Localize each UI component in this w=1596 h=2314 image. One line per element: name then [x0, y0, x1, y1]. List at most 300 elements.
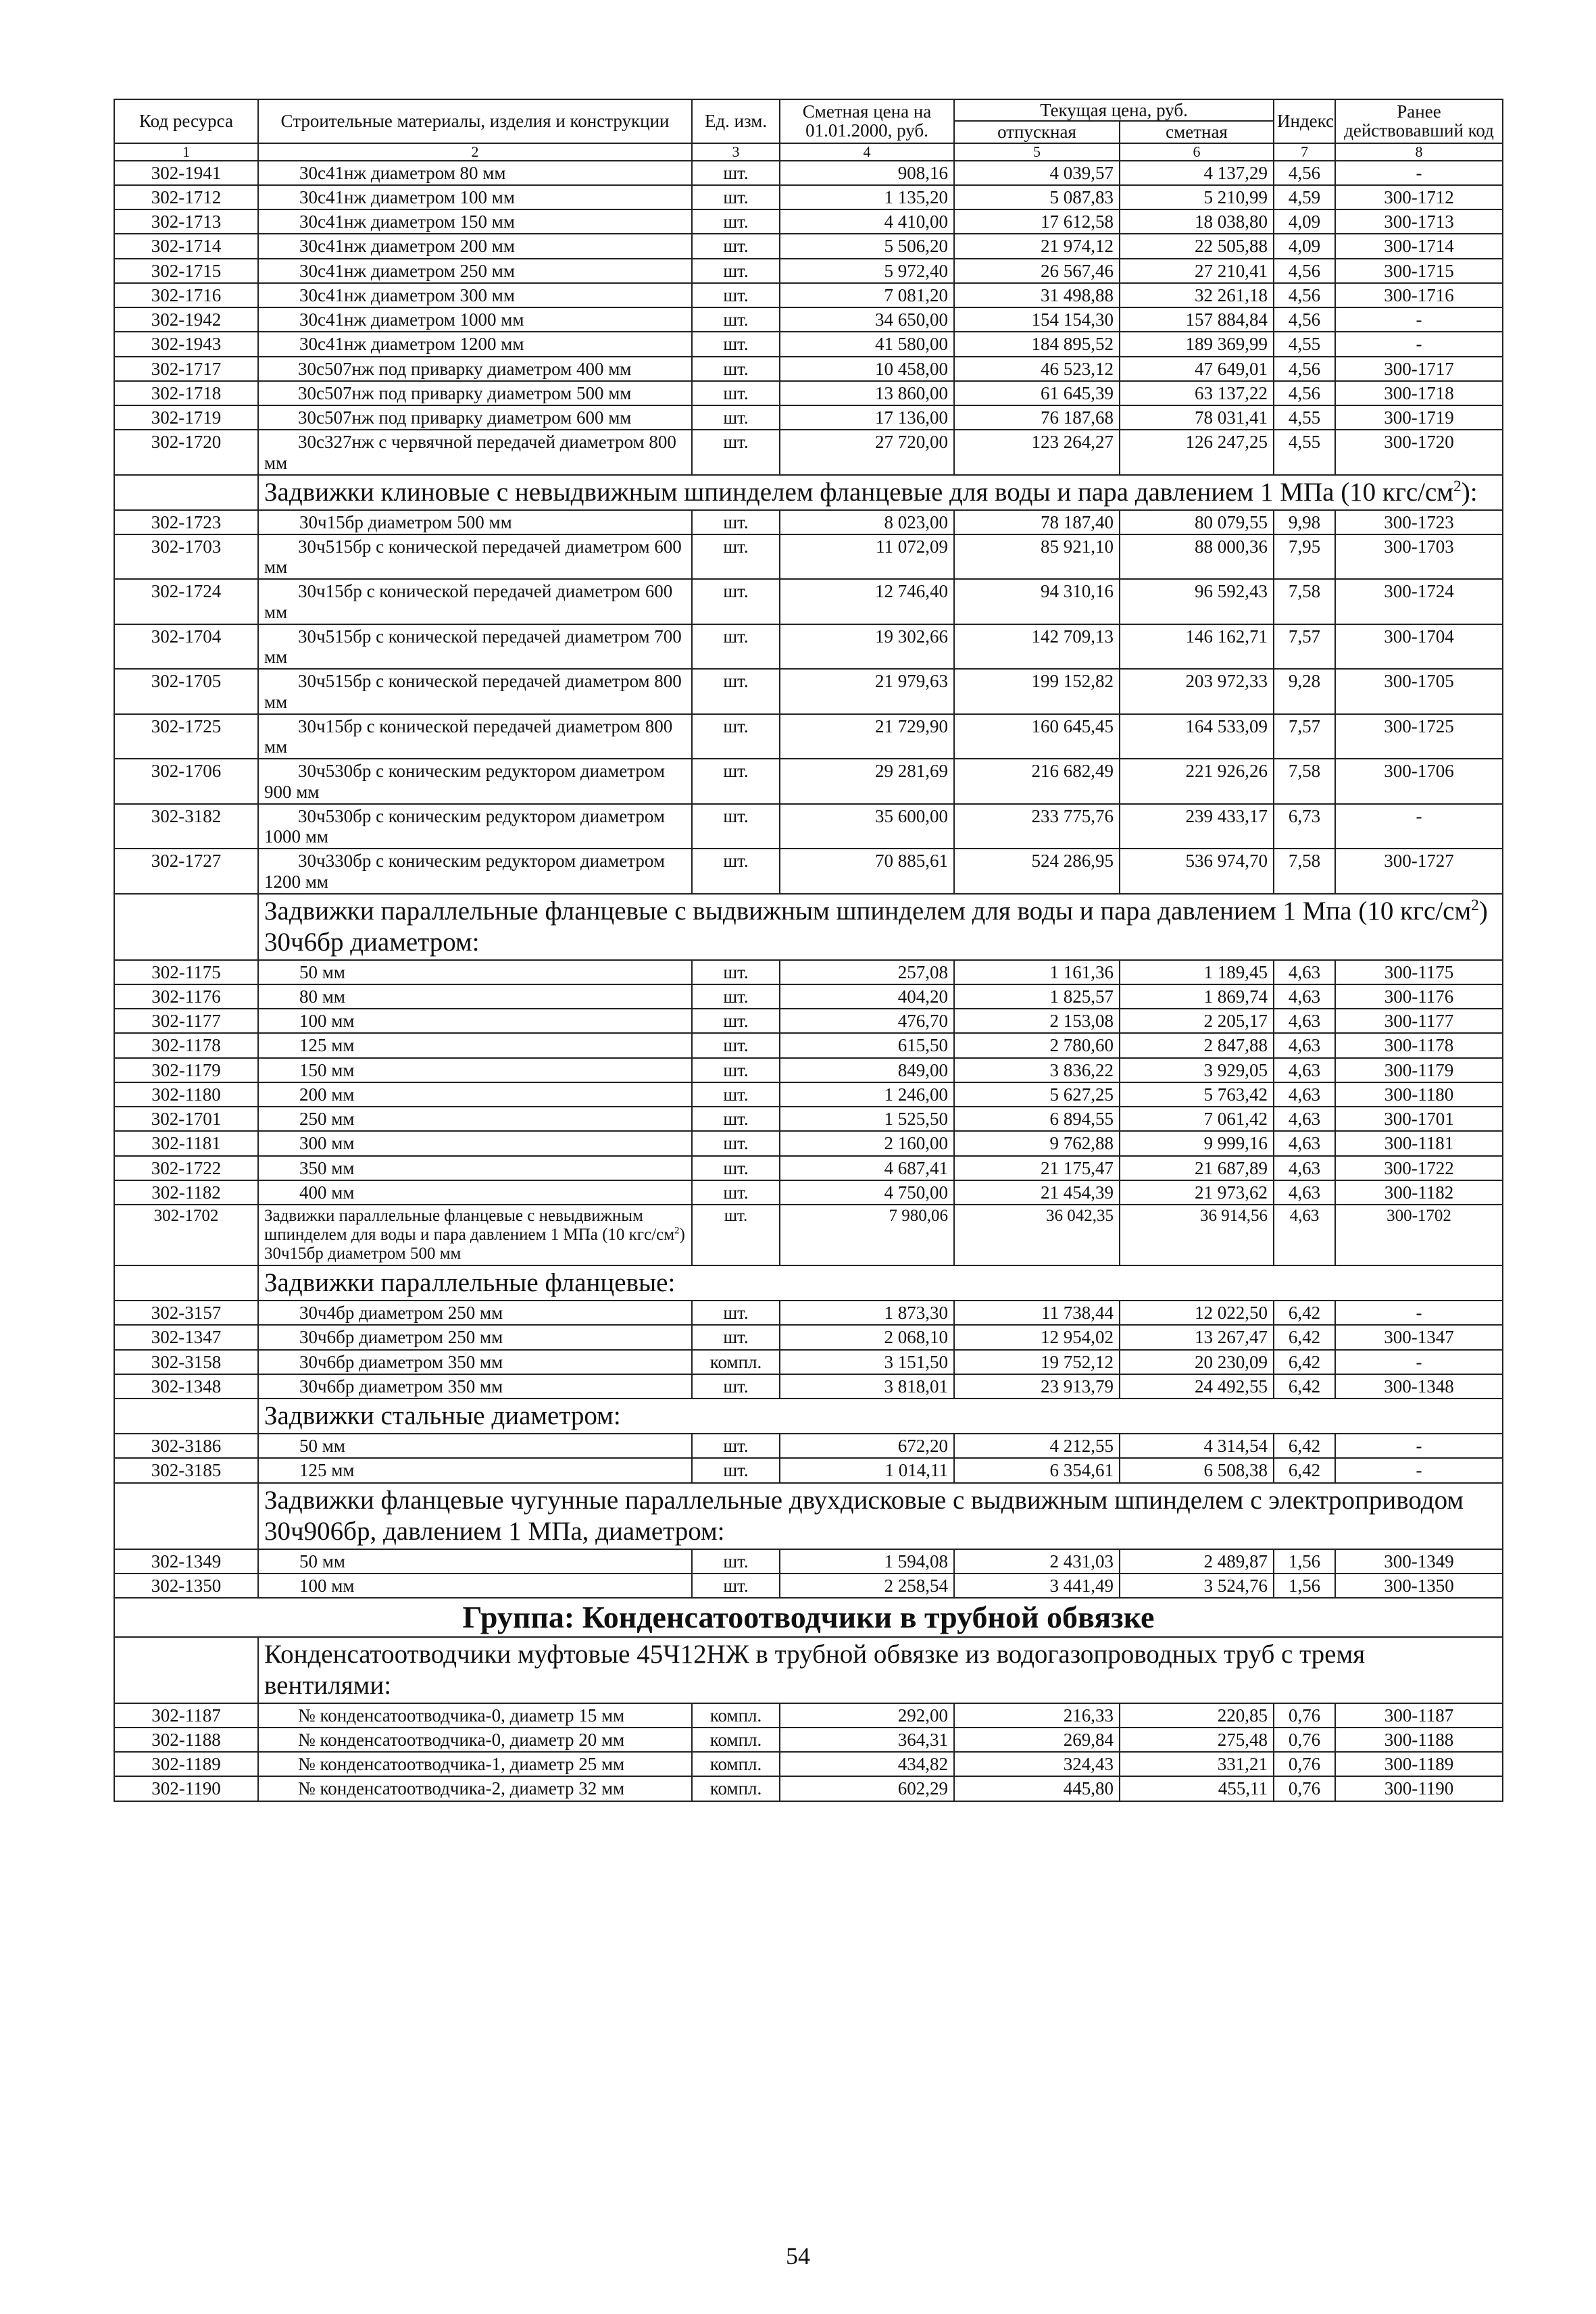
index-cell: 4,56 [1274, 259, 1335, 283]
previous-code-cell: 300-1714 [1335, 234, 1503, 258]
table-row [114, 1549, 1503, 1574]
group-heading-row [114, 1598, 1503, 1637]
unit-cell: шт. [692, 381, 780, 405]
resource-code-cell: 302-1703 [114, 534, 258, 579]
resource-code-cell: 302-3158 [114, 1350, 258, 1374]
previous-code-cell: 300-1179 [1335, 1058, 1503, 1082]
resource-code-cell: 302-1724 [114, 579, 258, 624]
index-cell: 7,58 [1274, 849, 1335, 893]
estimate-price-cell: 88 000,36 [1120, 534, 1274, 579]
estimate-price-cell: 22 505,88 [1120, 234, 1274, 258]
previous-code-cell: 300-1723 [1335, 510, 1503, 534]
wholesale-price-cell: 61 645,39 [954, 381, 1120, 405]
header-wholesale: отпускная [954, 121, 1120, 143]
estimate-price-cell: 455,11 [1120, 1776, 1274, 1801]
material-name-cell: 100 мм [258, 1009, 692, 1033]
previous-code-cell: - [1335, 307, 1503, 332]
resource-code-cell: 302-1701 [114, 1107, 258, 1131]
resource-code-cell: 302-1182 [114, 1180, 258, 1205]
table-row [114, 1301, 1503, 1325]
unit-cell: шт. [692, 405, 780, 430]
resource-code-cell: 302-3182 [114, 804, 258, 849]
table-row [114, 714, 1503, 759]
base-price-cell: 2 068,10 [780, 1325, 954, 1349]
section-heading: Задвижки параллельные фланцевые с выдвижным шпинделем для воды и пара давлением 1 Мпа (10 кгс/$см^2$) 30ч6бр диаметром: [258, 894, 1503, 960]
table-row [114, 332, 1503, 356]
base-price-cell: 602,29 [780, 1776, 954, 1801]
base-price-cell: 404,20 [780, 984, 954, 1009]
estimate-price-cell: 536 974,70 [1120, 849, 1274, 893]
estimate-price-cell: 3 524,76 [1120, 1574, 1274, 1598]
wholesale-price-cell: 269,84 [954, 1728, 1120, 1752]
unit-cell: шт. [692, 1549, 780, 1574]
previous-code-cell: - [1335, 804, 1503, 849]
section-empty-cell [114, 894, 258, 960]
previous-code-cell: - [1335, 161, 1503, 185]
material-name-cell: 400 мм [258, 1180, 692, 1205]
wholesale-price-cell: 5 627,25 [954, 1082, 1120, 1107]
index-cell: 7,57 [1274, 714, 1335, 759]
index-cell: 4,63 [1274, 1009, 1335, 1033]
base-price-cell: 615,50 [780, 1033, 954, 1057]
unit-cell: шт. [692, 1325, 780, 1349]
previous-code-cell: - [1335, 332, 1503, 356]
unit-cell: шт. [692, 185, 780, 209]
wholesale-price-cell: 94 310,16 [954, 579, 1120, 624]
previous-code-cell: 300-1190 [1335, 1776, 1503, 1801]
previous-code-cell: 300-1712 [1335, 185, 1503, 209]
base-price-cell: 7 081,20 [780, 283, 954, 307]
header-index: Индекс [1274, 99, 1335, 143]
material-name-cell: 30ч6бр диаметром 350 мм [258, 1350, 692, 1374]
wholesale-price-cell: 12 954,02 [954, 1325, 1120, 1349]
previous-code-cell: 300-1717 [1335, 357, 1503, 381]
base-price-cell: 476,70 [780, 1009, 954, 1033]
resource-code-cell: 302-1722 [114, 1156, 258, 1180]
estimate-price-cell: 275,48 [1120, 1728, 1274, 1752]
material-name-cell: 30ч15бр диаметром 500 мм [258, 510, 692, 534]
index-cell: 0,76 [1274, 1776, 1335, 1801]
estimate-price-cell: 96 592,43 [1120, 579, 1274, 624]
resource-code-cell: 302-1717 [114, 357, 258, 381]
material-name-cell: 250 мм [258, 1107, 692, 1131]
base-price-cell: 1 135,20 [780, 185, 954, 209]
resource-code-cell: 302-1187 [114, 1703, 258, 1728]
estimate-price-cell: 331,21 [1120, 1752, 1274, 1776]
unit-cell: шт. [692, 1131, 780, 1155]
base-price-cell: 2 258,54 [780, 1574, 954, 1598]
unit-cell: шт. [692, 430, 780, 474]
table-row [114, 1434, 1503, 1458]
unit-cell: шт. [692, 1058, 780, 1082]
table-row [114, 283, 1503, 307]
base-price-cell: 4 750,00 [780, 1180, 954, 1205]
index-cell: 6,42 [1274, 1458, 1335, 1482]
wholesale-price-cell: 11 738,44 [954, 1301, 1120, 1325]
wholesale-price-cell: 524 286,95 [954, 849, 1120, 893]
estimate-price-cell: 157 884,84 [1120, 307, 1274, 332]
index-cell: 1,56 [1274, 1574, 1335, 1598]
resource-code-cell: 302-1715 [114, 259, 258, 283]
previous-code-cell: 300-1705 [1335, 669, 1503, 713]
resource-code-cell: 302-1190 [114, 1776, 258, 1801]
index-cell: 0,76 [1274, 1703, 1335, 1728]
estimate-price-cell: 126 247,25 [1120, 430, 1274, 474]
section-heading: Задвижки параллельные фланцевые: [258, 1265, 1503, 1301]
table-row [114, 1574, 1503, 1598]
table-row [114, 579, 1503, 624]
index-cell: 7,95 [1274, 534, 1335, 579]
resource-code-cell: 302-1706 [114, 759, 258, 803]
previous-code-cell: 300-1715 [1335, 259, 1503, 283]
resource-code-cell: 302-1718 [114, 381, 258, 405]
section-heading-row [114, 475, 1503, 510]
index-cell: 4,63 [1274, 960, 1335, 984]
material-name-cell: 30ч330бр с коническим редуктором диаметром 1200 мм [258, 849, 692, 893]
unit-cell: шт. [692, 1434, 780, 1458]
table-body [114, 161, 1503, 1801]
price-table [114, 99, 1503, 1802]
estimate-price-cell: 3 929,05 [1120, 1058, 1274, 1082]
base-price-cell: 3 151,50 [780, 1350, 954, 1374]
index-cell: 4,56 [1274, 161, 1335, 185]
table-row [114, 1033, 1503, 1057]
table-row [114, 1325, 1503, 1349]
wholesale-price-cell: 26 567,46 [954, 259, 1120, 283]
unit-cell: шт. [692, 510, 780, 534]
base-price-cell: 5 506,20 [780, 234, 954, 258]
index-cell: 4,55 [1274, 405, 1335, 430]
previous-code-cell: 300-1719 [1335, 405, 1503, 430]
estimate-price-cell: 20 230,09 [1120, 1350, 1274, 1374]
unit-cell: компл. [692, 1703, 780, 1728]
unit-cell: шт. [692, 849, 780, 893]
unit-cell: шт. [692, 669, 780, 713]
resource-code-cell: 302-1179 [114, 1058, 258, 1082]
material-name-cell: № конденсатоотводчика-0, диаметр 15 мм [258, 1703, 692, 1728]
resource-code-cell: 302-1178 [114, 1033, 258, 1057]
table-row [114, 1776, 1503, 1801]
unit-cell: шт. [692, 1458, 780, 1482]
previous-code-cell: 300-1187 [1335, 1703, 1503, 1728]
previous-code-cell: 300-1181 [1335, 1131, 1503, 1155]
estimate-price-cell: 239 433,17 [1120, 804, 1274, 849]
header-unit: Ед. изм. [692, 99, 780, 143]
base-price-cell: 1 873,30 [780, 1301, 954, 1325]
base-price-cell: 1 594,08 [780, 1549, 954, 1574]
previous-code-cell: 300-1716 [1335, 283, 1503, 307]
material-name-cell: 350 мм [258, 1156, 692, 1180]
estimate-price-cell: 24 492,55 [1120, 1374, 1274, 1399]
table-row [114, 669, 1503, 713]
resource-code-cell: 302-3186 [114, 1434, 258, 1458]
index-cell: 4,55 [1274, 430, 1335, 474]
column-number: 2 [258, 143, 692, 161]
material-name-cell: 30с507нж под приварку диаметром 600 мм [258, 405, 692, 430]
wholesale-price-cell: 445,80 [954, 1776, 1120, 1801]
resource-code-cell: 302-1725 [114, 714, 258, 759]
estimate-price-cell: 21 687,89 [1120, 1156, 1274, 1180]
material-name-cell: 30с507нж под приварку диаметром 400 мм [258, 357, 692, 381]
index-cell: 6,42 [1274, 1325, 1335, 1349]
unit-cell: шт. [692, 209, 780, 234]
base-price-cell: 70 885,61 [780, 849, 954, 893]
material-name-cell: 30с41нж диаметром 200 мм [258, 234, 692, 258]
material-name-cell: 30с41нж диаметром 150 мм [258, 209, 692, 234]
previous-code-cell: - [1335, 1350, 1503, 1374]
previous-code-cell: 300-1704 [1335, 624, 1503, 669]
wholesale-price-cell: 233 775,76 [954, 804, 1120, 849]
material-name-cell: 30ч530бр с коническим редуктором диаметром 900 мм [258, 759, 692, 803]
estimate-price-cell: 9 999,16 [1120, 1131, 1274, 1155]
base-price-cell: 10 458,00 [780, 357, 954, 381]
base-price-cell: 1 014,11 [780, 1458, 954, 1482]
material-name-cell: 30ч515бр с конической передачей диаметром 800 мм [258, 669, 692, 713]
table-row [114, 1728, 1503, 1752]
wholesale-price-cell: 9 762,88 [954, 1131, 1120, 1155]
previous-code-cell: 300-1175 [1335, 960, 1503, 984]
previous-code-cell: 300-1702 [1335, 1205, 1503, 1265]
previous-code-cell: 300-1722 [1335, 1156, 1503, 1180]
unit-cell: шт. [692, 1033, 780, 1057]
base-price-cell: 1 525,50 [780, 1107, 954, 1131]
header-code: Код ресурса [114, 99, 258, 143]
estimate-price-cell: 164 533,09 [1120, 714, 1274, 759]
unit-cell: шт. [692, 1574, 780, 1598]
material-name-cell: Задвижки параллельные фланцевые с невыдвижным шпинделем для воды и пара давлением 1 МПа (10 кгс/$см^2$) 30ч15бр диаметром 500 мм [258, 1205, 692, 1265]
table-row [114, 510, 1503, 534]
base-price-cell: 27 720,00 [780, 430, 954, 474]
material-name-cell: № конденсатоотводчика-0, диаметр 20 мм [258, 1728, 692, 1752]
material-name-cell: 30ч515бр с конической передачей диаметром 600 мм [258, 534, 692, 579]
column-number: 3 [692, 143, 780, 161]
resource-code-cell: 302-1349 [114, 1549, 258, 1574]
base-price-cell: 35 600,00 [780, 804, 954, 849]
section-heading-row [114, 1399, 1503, 1434]
base-price-cell: 4 410,00 [780, 209, 954, 234]
estimate-price-cell: 5 210,99 [1120, 185, 1274, 209]
wholesale-price-cell: 19 752,12 [954, 1350, 1120, 1374]
header-name: Строительные материалы, изделия и конструкции [258, 99, 692, 143]
table-row [114, 1752, 1503, 1776]
base-price-cell: 257,08 [780, 960, 954, 984]
unit-cell: шт. [692, 1156, 780, 1180]
base-price-cell: 12 746,40 [780, 579, 954, 624]
unit-cell: шт. [692, 1009, 780, 1033]
table-row [114, 984, 1503, 1009]
table-row [114, 405, 1503, 430]
resource-code-cell: 302-1176 [114, 984, 258, 1009]
index-cell: 7,58 [1274, 759, 1335, 803]
resource-code-cell: 302-1181 [114, 1131, 258, 1155]
resource-code-cell: 302-1727 [114, 849, 258, 893]
table-row [114, 1374, 1503, 1399]
table-row [114, 1107, 1503, 1131]
table-row [114, 430, 1503, 474]
index-cell: 4,59 [1274, 185, 1335, 209]
base-price-cell: 434,82 [780, 1752, 954, 1776]
index-cell: 7,57 [1274, 624, 1335, 669]
header-base-price: Сметная цена на 01.01.2000, руб. [780, 99, 954, 143]
section-empty-cell [114, 1399, 258, 1434]
wholesale-price-cell: 324,43 [954, 1752, 1120, 1776]
table-row [114, 759, 1503, 803]
wholesale-price-cell: 154 154,30 [954, 307, 1120, 332]
base-price-cell: 21 979,63 [780, 669, 954, 713]
material-name-cell: 100 мм [258, 1574, 692, 1598]
wholesale-price-cell: 160 645,45 [954, 714, 1120, 759]
unit-cell: шт. [692, 1374, 780, 1399]
group-heading: Группа: Конденсатоотводчики в трубной обвязке [114, 1598, 1503, 1637]
wholesale-price-cell: 46 523,12 [954, 357, 1120, 381]
index-cell: 9,98 [1274, 510, 1335, 534]
estimate-price-cell: 189 369,99 [1120, 332, 1274, 356]
index-cell: 4,63 [1274, 1205, 1335, 1265]
estimate-price-cell: 80 079,55 [1120, 510, 1274, 534]
material-name-cell: 50 мм [258, 960, 692, 984]
estimate-price-cell: 1 869,74 [1120, 984, 1274, 1009]
material-name-cell: 30с41нж диаметром 250 мм [258, 259, 692, 283]
material-name-cell: № конденсатоотводчика-2, диаметр 32 мм [258, 1776, 692, 1801]
estimate-price-cell: 78 031,41 [1120, 405, 1274, 430]
unit-cell: шт. [692, 1107, 780, 1131]
header-prev-code: Ранее действовавший код [1335, 99, 1503, 143]
base-price-cell: 672,20 [780, 1434, 954, 1458]
previous-code-cell: 300-1350 [1335, 1574, 1503, 1598]
table-row [114, 1156, 1503, 1180]
material-name-cell: 300 мм [258, 1131, 692, 1155]
base-price-cell: 11 072,09 [780, 534, 954, 579]
index-cell: 4,63 [1274, 984, 1335, 1009]
index-cell: 4,63 [1274, 1131, 1335, 1155]
material-name-cell: 30ч6бр диаметром 250 мм [258, 1325, 692, 1349]
section-heading: Задвижки стальные диаметром: [258, 1399, 1503, 1434]
wholesale-price-cell: 21 974,12 [954, 234, 1120, 258]
previous-code-cell: 300-1718 [1335, 381, 1503, 405]
material-name-cell: 30с327нж с червячной передачей диаметром 800 мм [258, 430, 692, 474]
table-row [114, 1009, 1503, 1033]
estimate-price-cell: 32 261,18 [1120, 283, 1274, 307]
estimate-price-cell: 5 763,42 [1120, 1082, 1274, 1107]
material-name-cell: 30с41нж диаметром 100 мм [258, 185, 692, 209]
previous-code-cell: 300-1701 [1335, 1107, 1503, 1131]
resource-code-cell: 302-1723 [114, 510, 258, 534]
base-price-cell: 364,31 [780, 1728, 954, 1752]
page-number: 54 [786, 2242, 810, 2269]
section-heading: Задвижки клиновые с невыдвижным шпинделем фланцевые для воды и пара давлением 1 МПа (10 кгс/$см^2$): [258, 475, 1503, 510]
previous-code-cell: 300-1176 [1335, 984, 1503, 1009]
unit-cell: шт. [692, 1180, 780, 1205]
estimate-price-cell: 7 061,42 [1120, 1107, 1274, 1131]
estimate-price-cell: 47 649,01 [1120, 357, 1274, 381]
index-cell: 4,63 [1274, 1107, 1335, 1131]
table-header [114, 99, 1503, 161]
index-cell: 4,56 [1274, 381, 1335, 405]
resource-code-cell: 302-1704 [114, 624, 258, 669]
index-cell: 1,56 [1274, 1549, 1335, 1574]
resource-code-cell: 302-1720 [114, 430, 258, 474]
unit-cell: шт. [692, 283, 780, 307]
wholesale-price-cell: 123 264,27 [954, 430, 1120, 474]
estimate-price-cell: 2 205,17 [1120, 1009, 1274, 1033]
estimate-price-cell: 4 314,54 [1120, 1434, 1274, 1458]
material-name-cell: 150 мм [258, 1058, 692, 1082]
unit-cell: шт. [692, 1205, 780, 1265]
index-cell: 4,63 [1274, 1033, 1335, 1057]
index-cell: 6,42 [1274, 1301, 1335, 1325]
estimate-price-cell: 12 022,50 [1120, 1301, 1274, 1325]
wholesale-price-cell: 216,33 [954, 1703, 1120, 1728]
unit-cell: шт. [692, 357, 780, 381]
previous-code-cell: 300-1706 [1335, 759, 1503, 803]
column-number: 5 [954, 143, 1120, 161]
index-cell: 6,42 [1274, 1350, 1335, 1374]
column-number: 4 [780, 143, 954, 161]
previous-code-cell: - [1335, 1434, 1503, 1458]
resource-code-cell: 302-1716 [114, 283, 258, 307]
base-price-cell: 13 860,00 [780, 381, 954, 405]
wholesale-price-cell: 142 709,13 [954, 624, 1120, 669]
section-heading-row [114, 1637, 1503, 1703]
material-name-cell: 80 мм [258, 984, 692, 1009]
unit-cell: шт. [692, 1082, 780, 1107]
resource-code-cell: 302-1712 [114, 185, 258, 209]
estimate-price-cell: 36 914,56 [1120, 1205, 1274, 1265]
wholesale-price-cell: 78 187,40 [954, 510, 1120, 534]
section-heading: Конденсатоотводчики муфтовые 45Ч12НЖ в трубной обвязке из водогазопроводных труб с тремя вентилями: [258, 1637, 1503, 1703]
table-row [114, 849, 1503, 893]
index-cell: 6,73 [1274, 804, 1335, 849]
wholesale-price-cell: 17 612,58 [954, 209, 1120, 234]
wholesale-price-cell: 216 682,49 [954, 759, 1120, 803]
unit-cell: шт. [692, 714, 780, 759]
wholesale-price-cell: 3 836,22 [954, 1058, 1120, 1082]
header-current-price: Текущая цена, руб. [954, 99, 1274, 121]
unit-cell: шт. [692, 804, 780, 849]
material-name-cell: 30ч15бр с конической передачей диаметром 800 мм [258, 714, 692, 759]
table-row [114, 534, 1503, 579]
wholesale-price-cell: 6 894,55 [954, 1107, 1120, 1131]
material-name-cell: 30с41нж диаметром 1000 мм [258, 307, 692, 332]
previous-code-cell: 300-1180 [1335, 1082, 1503, 1107]
section-empty-cell [114, 1483, 258, 1549]
material-name-cell: 30ч15бр с конической передачей диаметром 600 мм [258, 579, 692, 624]
material-name-cell: 30ч530бр с коническим редуктором диаметром 1000 мм [258, 804, 692, 849]
unit-cell: шт. [692, 624, 780, 669]
table-row [114, 1703, 1503, 1728]
unit-cell: шт. [692, 984, 780, 1009]
index-cell: 4,55 [1274, 332, 1335, 356]
base-price-cell: 29 281,69 [780, 759, 954, 803]
wholesale-price-cell: 4 039,57 [954, 161, 1120, 185]
wholesale-price-cell: 23 913,79 [954, 1374, 1120, 1399]
previous-code-cell: 300-1182 [1335, 1180, 1503, 1205]
section-heading-row [114, 1265, 1503, 1301]
table-row [114, 1131, 1503, 1155]
table-row [114, 161, 1503, 185]
estimate-price-cell: 21 973,62 [1120, 1180, 1274, 1205]
previous-code-cell: 300-1724 [1335, 579, 1503, 624]
unit-cell: компл. [692, 1350, 780, 1374]
base-price-cell: 5 972,40 [780, 259, 954, 283]
material-name-cell: 125 мм [258, 1458, 692, 1482]
estimate-price-cell: 4 137,29 [1120, 161, 1274, 185]
unit-cell: шт. [692, 259, 780, 283]
resource-code-cell: 302-1180 [114, 1082, 258, 1107]
estimate-price-cell: 27 210,41 [1120, 259, 1274, 283]
material-name-cell: 200 мм [258, 1082, 692, 1107]
wholesale-price-cell: 1 825,57 [954, 984, 1120, 1009]
